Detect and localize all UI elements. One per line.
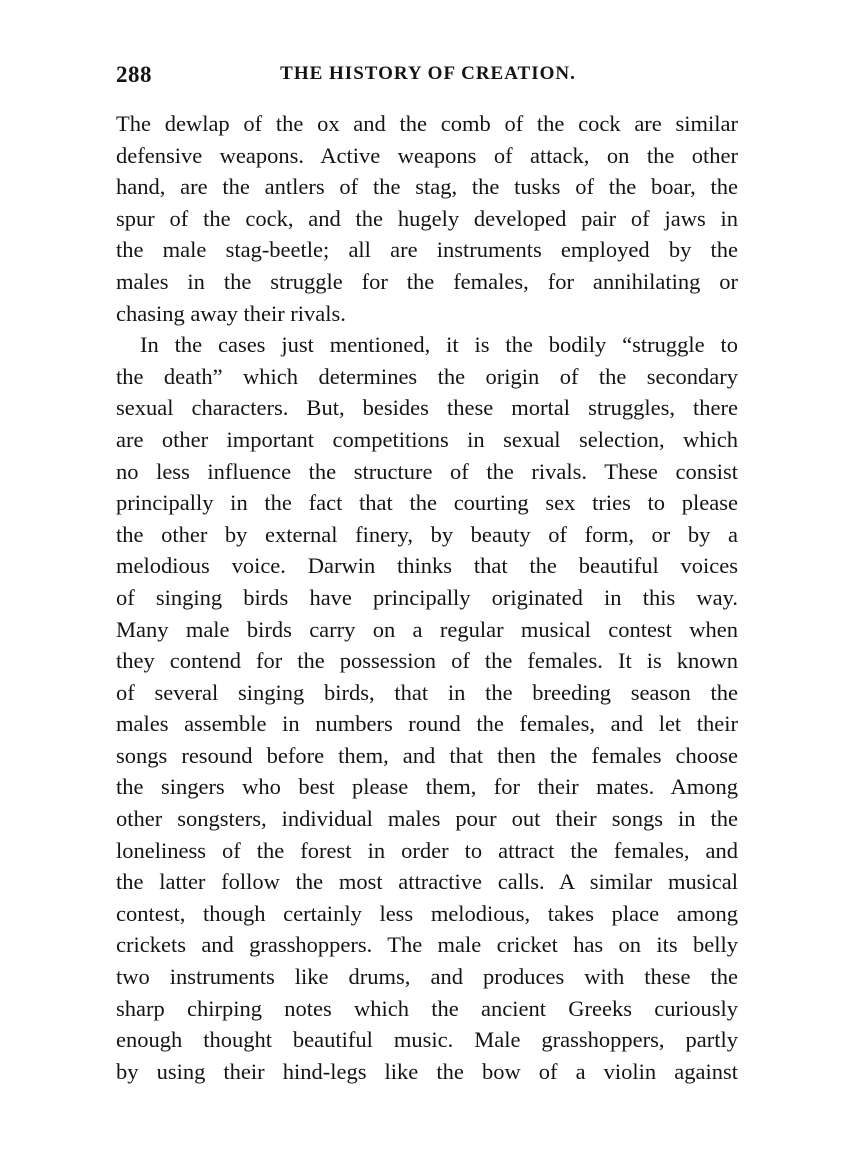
text-line: crickets and grasshoppers. The male cricket has on its belly xyxy=(116,932,738,958)
paragraph-1 xyxy=(116,108,738,329)
text-line: sharp chirping notes which the ancient Greeks curiously xyxy=(116,995,738,1021)
text-line: enough thought beautiful music. Male grasshoppers, partly xyxy=(116,1027,738,1053)
text-line: songs resound before them, and that then the females choose xyxy=(116,742,738,768)
body-text xyxy=(116,108,738,1087)
text-line: males assemble in numbers round the females, and let their xyxy=(116,711,738,737)
text-line: spur of the cock, and the hugely developed pair of jaws in xyxy=(116,205,738,231)
text-line: melodious voice. Darwin thinks that the beautiful voices xyxy=(116,553,738,579)
text-line: of singing birds have principally originated in this way. xyxy=(116,584,738,610)
text-line: no less influence the structure of the rivals. These consist xyxy=(116,458,738,484)
text-line: the death” which determines the origin of the secondary xyxy=(116,363,738,389)
text-line: loneliness of the forest in order to attract the females, and xyxy=(116,837,738,863)
text-line: the singers who best please them, for their mates. Among xyxy=(116,774,738,800)
text-line: they contend for the possession of the females. It is known xyxy=(116,648,738,674)
text-line: The dewlap of the ox and the comb of the cock are similar xyxy=(116,111,738,136)
text-line: the male stag-beetle; all are instruments employed by the xyxy=(116,237,738,263)
text-line: other songsters, individual males pour out their songs in the xyxy=(116,806,738,832)
text-line: are other important competitions in sexual selection, which xyxy=(116,426,738,452)
paragraph-2 xyxy=(116,329,738,1087)
text-line: contest, though certainly less melodious, takes place among xyxy=(116,900,738,926)
text-line: In the cases just mentioned, it is the bodily “struggle to xyxy=(140,332,738,358)
text-line: males in the struggle for the females, for annihilating or xyxy=(116,268,738,294)
running-title: THE HISTORY OF CREATION. xyxy=(280,63,576,84)
page-number: 288 xyxy=(116,62,152,87)
text-line: by using their hind-legs like the bow of a violin against xyxy=(116,1058,738,1084)
text-line: two instruments like drums, and produces with these the xyxy=(116,964,738,990)
running-header xyxy=(116,62,740,88)
text-line: the latter follow the most attractive calls. A similar musical xyxy=(116,869,738,895)
text-line: defensive weapons. Active weapons of attack, on the other xyxy=(116,142,738,168)
text-line: principally in the fact that the courting sex tries to please xyxy=(116,490,738,516)
text-line: sexual characters. But, besides these mortal struggles, there xyxy=(116,395,738,421)
text-line: the other by external finery, by beauty of form, or by a xyxy=(116,521,738,547)
text-line: Many male birds carry on a regular musical contest when xyxy=(116,616,738,642)
text-line: chasing away their rivals. xyxy=(116,300,346,326)
text-line: hand, are the antlers of the stag, the tusks of the boar, the xyxy=(116,174,738,200)
text-line: of several singing birds, that in the breeding season the xyxy=(116,679,738,705)
